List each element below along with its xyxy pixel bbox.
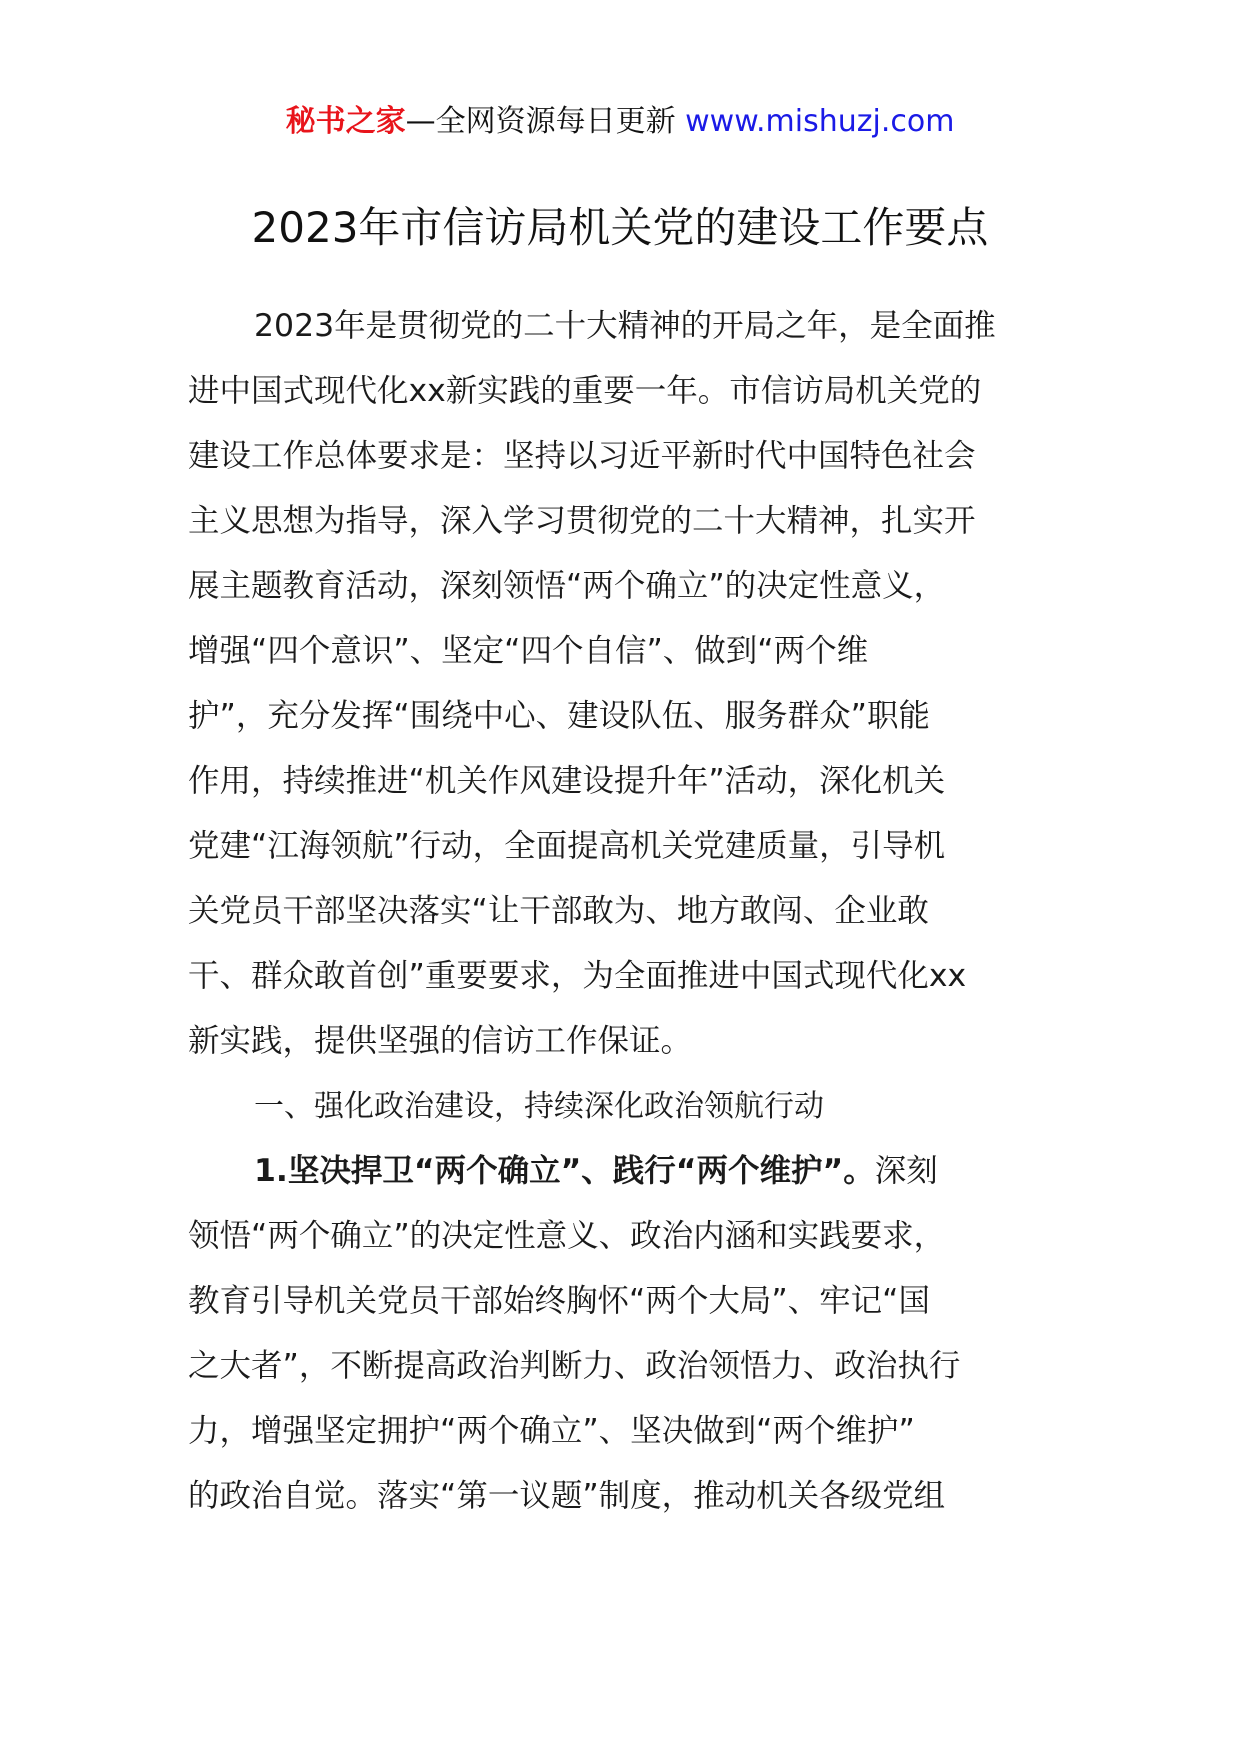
item-heading: 1.坚决捍卫“两个确立”、践行“两个维护”。 [254, 1153, 875, 1189]
paragraph-line: 之大者”，不断提高政治判断力、政治领悟力、政治执行 [188, 1348, 961, 1384]
paragraph-line: 增强“四个意识”、坚定“四个自信”、做到“两个维 [188, 633, 869, 669]
document-body [188, 294, 1056, 1529]
paragraph-line: 干、群众敢首创”重要要求，为全面推进中国式现代化xx [188, 958, 967, 994]
paragraph-line: 作用，持续推进“机关作风建设提升年”活动，深化机关 [188, 763, 946, 799]
item-first-line [188, 1139, 1056, 1204]
paragraph-line: 建设工作总体要求是：坚持以习近平新时代中国特色社会 [188, 438, 976, 474]
paragraph-line: 主义思想为指导，深入学习贯彻党的二十大精神，扎实开 [188, 503, 976, 539]
site-header [0, 98, 1240, 146]
paragraph-line: 进中国式现代化xx新实践的重要一年。市信访局机关党的 [188, 373, 982, 409]
paragraph-line: 关党员干部坚决落实“让干部敢为、地方敢闯、企业敢 [188, 893, 929, 929]
site-url-link[interactable]: www.mishuzj.com [685, 104, 955, 139]
site-brand: 秘书之家 [285, 104, 406, 139]
item-text-start: 深刻 [874, 1153, 938, 1189]
paragraph-line: 的政治自觉。落实“第一议题”制度，推动机关各级党组 [188, 1478, 946, 1514]
paragraph-line: 护”，充分发挥“围绕中心、建设队伍、服务群众”职能 [188, 698, 930, 734]
paragraph-line: 新实践，提供坚强的信访工作保证。 [188, 1023, 693, 1059]
paragraph-line: 领悟“两个确立”的决定性意义、政治内涵和实践要求， [188, 1218, 946, 1254]
site-tagline: —全网资源每日更新 [405, 104, 676, 139]
paragraph-line: 力，增强坚定拥护“两个确立”、坚决做到“两个维护” [188, 1413, 915, 1449]
paragraph-line: 教育引导机关党员干部始终胸怀“两个大局”、牢记“国 [188, 1283, 930, 1319]
paragraph-line: 展主题教育活动，深刻领悟“两个确立”的决定性意义， [188, 568, 946, 604]
document-title: 2023年市信访局机关党的建设工作要点 [251, 203, 989, 252]
section-heading: 一、强化政治建设，持续深化政治领航行动 [254, 1089, 824, 1124]
paragraph-line: 2023年是贯彻党的二十大精神的开局之年，是全面推 [254, 308, 996, 344]
paragraph-line: 党建“江海领航”行动，全面提高机关党建质量，引导机 [188, 828, 946, 864]
